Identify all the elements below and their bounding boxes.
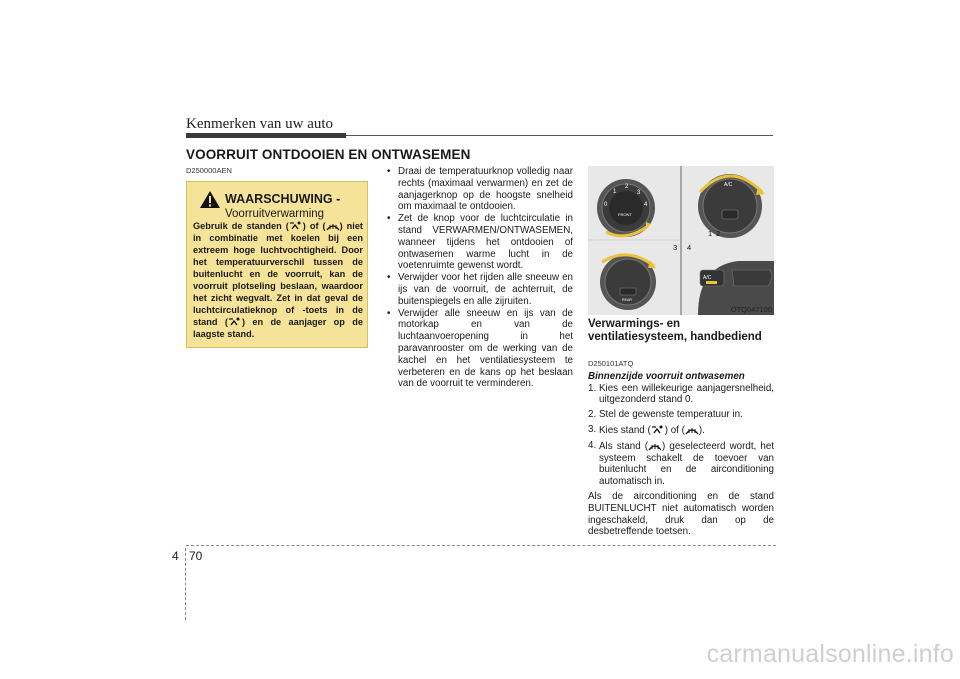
figure-label-2: 2 (716, 229, 721, 238)
figure-code: OTQ047100 (730, 305, 772, 314)
step-number: 4. (588, 439, 597, 451)
manual-code: D250101ATQ (588, 359, 634, 368)
figure-label-4: 4 (687, 243, 692, 252)
watermark: carmanualsonline.info (706, 640, 954, 668)
step-text: Stel de gewenste temperatuur in. (599, 409, 743, 421)
ac-label: A/C (724, 182, 733, 188)
warning-box (186, 181, 368, 348)
step-text: Kies een willekeurige aanjagersnelheid, uitgezonderd stand 0. (599, 382, 774, 406)
list-item (588, 424, 774, 437)
warning-subtitle: Voorruitverwarming (225, 208, 325, 220)
front-label: FRONT (618, 212, 632, 217)
step-number: 2. (588, 409, 597, 421)
step-text: ) geselecteerd wordt, het systeem schakelt de toevoer van buitenlucht en de airconditioning automatisch in. (599, 440, 774, 488)
footer-divider (186, 545, 776, 546)
fan-scale-label: 4 (644, 202, 648, 208)
fan-scale-label: 2 (625, 184, 629, 190)
list-item (588, 440, 774, 488)
step-number: 3. (588, 423, 597, 435)
rear-label: REAR (622, 298, 632, 302)
step-text: ). (698, 424, 705, 436)
ac-button-label: A/C (703, 275, 712, 281)
list-item (588, 383, 774, 407)
warning-text-part: ) of ( (302, 221, 326, 231)
header-title: Kenmerken van uw auto (186, 116, 334, 132)
manual-heading: Verwarmings- en ventilatiesysteem, handbediend (588, 318, 762, 343)
section-code: D250000AEN (186, 166, 232, 175)
manual-subheading: Binnenzijde voorruit ontwasemen (588, 370, 745, 382)
figure-label-1: 1 (708, 229, 713, 238)
floor-defrost-mode-icon (651, 424, 665, 435)
header-rule (346, 135, 773, 136)
header-bar (186, 133, 346, 138)
warning-text (193, 220, 363, 340)
step-text: Kies stand ( (599, 424, 651, 436)
fan-scale-label: 1 (613, 189, 617, 195)
defrost-mode-icon (648, 440, 662, 451)
warning-triangle-icon (199, 190, 221, 209)
defrost-mode-icon (685, 424, 699, 435)
defrost-mode-icon (326, 220, 340, 231)
steps-list (588, 383, 774, 488)
section-title: VOORRUIT ONTDOOIEN EN ONTWASEMEN (186, 147, 471, 162)
step-text: Als stand ( (599, 440, 649, 452)
figure-label-3: 3 (673, 243, 678, 252)
climate-control-figure (588, 166, 774, 315)
warning-text-part: ) en de aanjager op de laagste stand. (193, 317, 363, 339)
mode-knob (600, 254, 656, 310)
step-number: 1. (588, 382, 597, 394)
climate-control-illustration (588, 166, 774, 315)
list-item: • Zet de knop voor de luchtcirculatie in stand VERWARMEN/ONTWASEMEN, wanneer tijdens het ontdooien of ontwasemen warme lucht in de voetenruimte gewenst wordt. (385, 213, 573, 272)
warning-text-part: ) niet in combinatie met koelen bij een extreem hoge luchtvochtigheid. Door het temperatuurverschil tussen de buitenlucht en de voorruit, kan de voorruit plotseling beslaan, waardoor het zicht wegvalt. Zet in dat geval de luchtcirculatieknop of -toets in de stand ( (193, 221, 363, 327)
closing-paragraph: Als de airconditioning en de stand BUITENLUCHT niet automatisch worden ingeschakeld, druk dan op de desbetreffende toetsen. (588, 490, 774, 538)
fan-scale-label: 3 (637, 190, 641, 196)
floor-defrost-mode-icon (289, 220, 303, 231)
list-item: • Verwijder voor het rijden alle sneeuw en ijs van de voorruit, de achterruit, de buitenspiegels en alle zijruiten. (385, 272, 573, 307)
footer-vertical-divider (185, 548, 186, 620)
list-item (588, 409, 774, 421)
warning-title: WAARSCHUWING - (225, 192, 341, 206)
warning-text-part: Gebruik de standen ( (193, 221, 289, 231)
fan-scale-label: 0 (604, 202, 608, 208)
step-text: ) of ( (664, 424, 685, 436)
page-number: 70 (189, 549, 203, 563)
manual-section (588, 318, 774, 538)
defrost-tips-list (385, 166, 573, 390)
chapter-number: 4 (172, 549, 179, 563)
fresh-air-mode-icon (228, 316, 242, 327)
fan-speed-knob (597, 179, 655, 237)
list-item: • Draai de temperatuurknop volledig naar rechts (maximaal verwarmen) en zet de aanjagerknop op de hoogste snelheid om maximaal te ontdooien. (385, 166, 573, 213)
list-item: • Verwijder alle sneeuw en ijs van de motorkap en van de luchtaanvoeropening in het paravanrooster om de werking van de kachel en het ventilatiesysteem te verbeteren en de kans op het beslaan van de voorruit te verminderen. (385, 308, 573, 391)
